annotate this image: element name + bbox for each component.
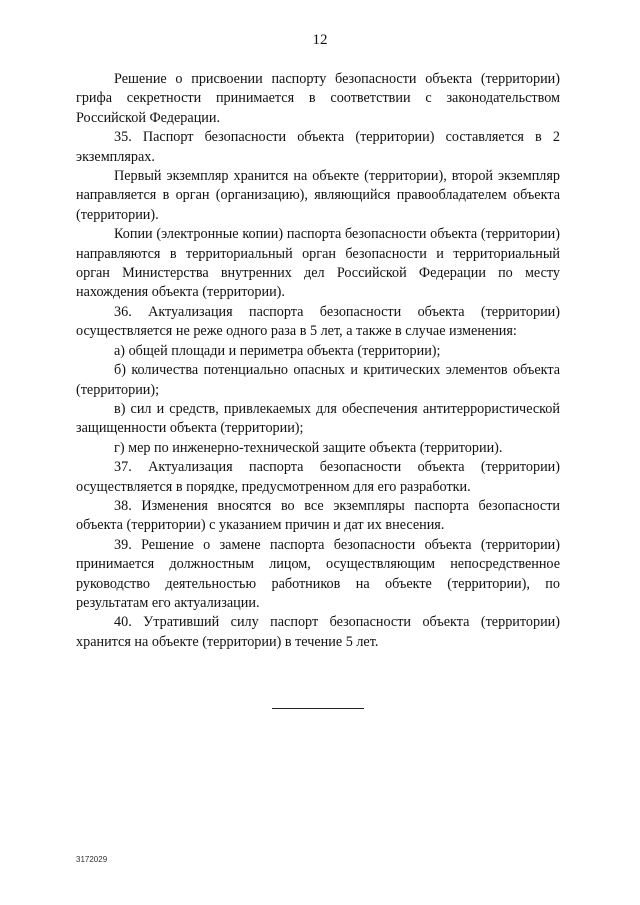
paragraph-item-37: 37. Актуализация паспорта безопасности объекта (территории) осуществляется в порядке, предусмотренном для его разработки. xyxy=(76,459,560,495)
list-item-g: г) мер по инженерно-технической защите объекта (территории). xyxy=(114,439,503,456)
paragraph-item-36: 36. Актуализация паспорта безопасности объекта (территории) осуществляется не реже одного раза в 5 лет, а также в случае изменения: xyxy=(76,303,560,340)
document-body xyxy=(76,70,560,652)
list-item-a: а) общей площади и периметра объекта (территории); xyxy=(114,342,441,359)
list-item-b: б) количества потенциально опасных и критических элементов объекта (территории); xyxy=(76,362,560,398)
paragraph-secrecy-classification: Решение о присвоении паспорту безопасности объекта (территории) грифа секретности принимается в соответствии с законодательством Российской Федерации. xyxy=(76,71,560,126)
list-item-v: в) сил и средств, привлекаемых для обеспечения антитеррористической защищенности объекта (территории); xyxy=(76,400,560,437)
paragraph-copy-storage: Первый экземпляр хранится на объекте (территории), второй экземпляр направляется в орган (организацию), являющийся правообладателем объекта (территории). xyxy=(76,168,560,223)
page-number: 12 xyxy=(312,32,328,48)
paragraph-item-38: 38. Изменения вносятся во все экземпляры паспорта безопасности объекта (территории) с указанием причин и дат их внесения. xyxy=(76,497,560,534)
paragraph-item-35: 35. Паспорт безопасности объекта (территории) составляется в 2 экземплярах. xyxy=(76,129,560,165)
paragraph-item-39: 39. Решение о замене паспорта безопасности объекта (территории) принимается должностным лицом, осуществляющим непосредственное руководство деятельностью работников на объекте (территории), по результатам его актуализации. xyxy=(76,536,560,611)
document-code: 3172029 xyxy=(76,855,108,864)
end-of-text-rule xyxy=(272,708,364,709)
paragraph-electronic-copies: Копии (электронные копии) паспорта безопасности объекта (территории) направляются в территориальный орган безопасности и территориальный орган Министерства внутренних дел Российской Федерации по месту нахождения объекта (территории). xyxy=(76,226,560,301)
paragraph-item-40: 40. Утративший силу паспорт безопасности объекта (территории) хранится на объекте (территории) в течение 5 лет. xyxy=(76,614,560,650)
